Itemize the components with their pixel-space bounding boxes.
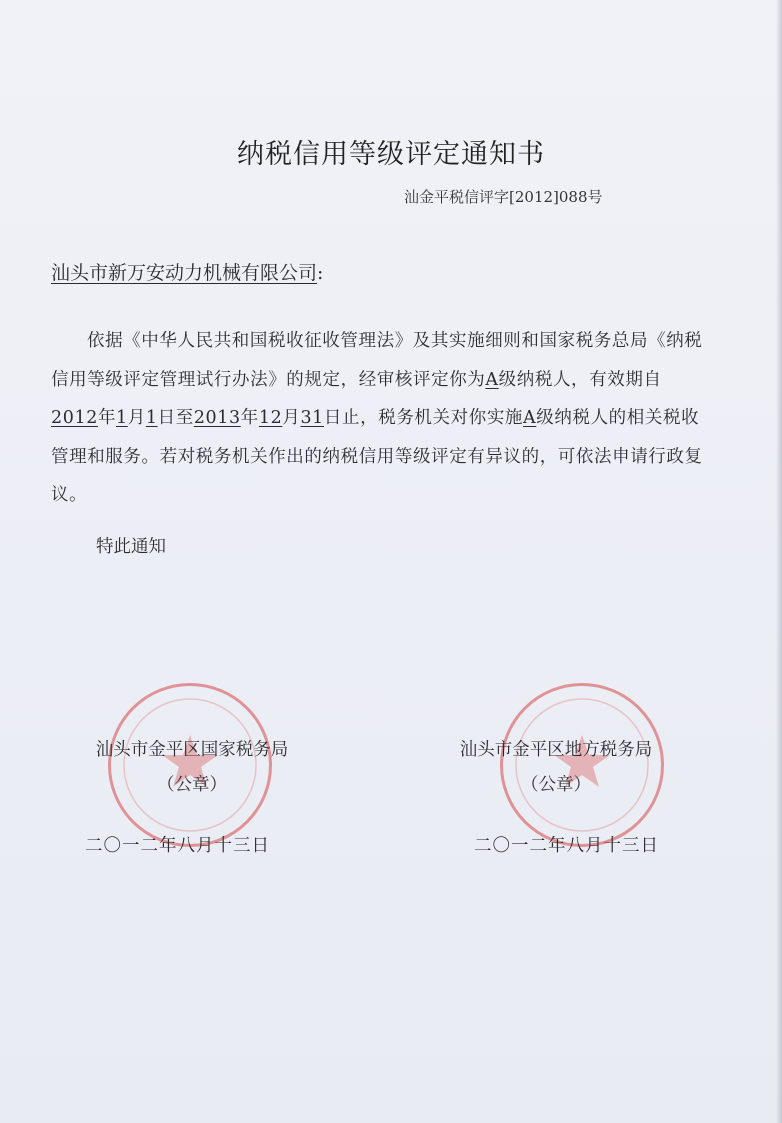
start-day: 1: [145, 408, 158, 428]
start-year: 2012: [51, 408, 98, 428]
body-text: 日至: [157, 408, 194, 428]
signatory-national-tax: [64, 736, 320, 796]
body-text: 年: [97, 408, 117, 428]
end-year: 2013: [193, 408, 241, 428]
body-text: 年: [240, 408, 259, 428]
issue-date-local: 二〇一二年八月十三日: [474, 836, 659, 856]
document-number: 汕金平税信评字[2012]088号: [404, 188, 603, 206]
addressee-colon: :: [317, 262, 324, 284]
credit-grade-2: A: [523, 408, 537, 428]
issue-date-national: 二〇一二年八月十三日: [85, 836, 270, 856]
body-text: 级纳税人的相关税收管理和服务。若对税务机关作出的纳税信用等级评定有异议的，可依法申请行政复议。: [51, 408, 703, 505]
notice-body: [51, 322, 707, 515]
body-text: 日止，税务机关对你实施: [323, 408, 524, 428]
credit-grade: A: [485, 369, 499, 390]
start-month: 1: [116, 408, 128, 428]
signatory-name: 汕头市金平区国家税务局: [95, 740, 289, 760]
signatory-name: 汕头市金平区地方税务局: [459, 740, 653, 760]
addressee: [51, 258, 323, 285]
document-title: 纳税信用等级评定通知书: [237, 139, 545, 170]
seal-note: （公章）: [157, 775, 227, 795]
signatory-local-tax: [428, 736, 684, 796]
body-text: 月: [127, 408, 146, 428]
addressee-name: 汕头市新万安动力机械有限公司: [51, 262, 318, 284]
body-text: 级纳税人，有效期自: [498, 369, 662, 390]
seal-note: （公章）: [521, 775, 591, 795]
end-day: 31: [300, 408, 324, 428]
body-text: 依据《中华人民共和国税收征收管理法》及其实施细则和国家税务总局《纳税信用等级评定管理试行办法》的规定，经审核评定你为: [51, 331, 703, 390]
body-text: 月: [282, 408, 301, 428]
closing-text: 特此通知: [96, 537, 166, 557]
end-month: 12: [258, 408, 283, 428]
